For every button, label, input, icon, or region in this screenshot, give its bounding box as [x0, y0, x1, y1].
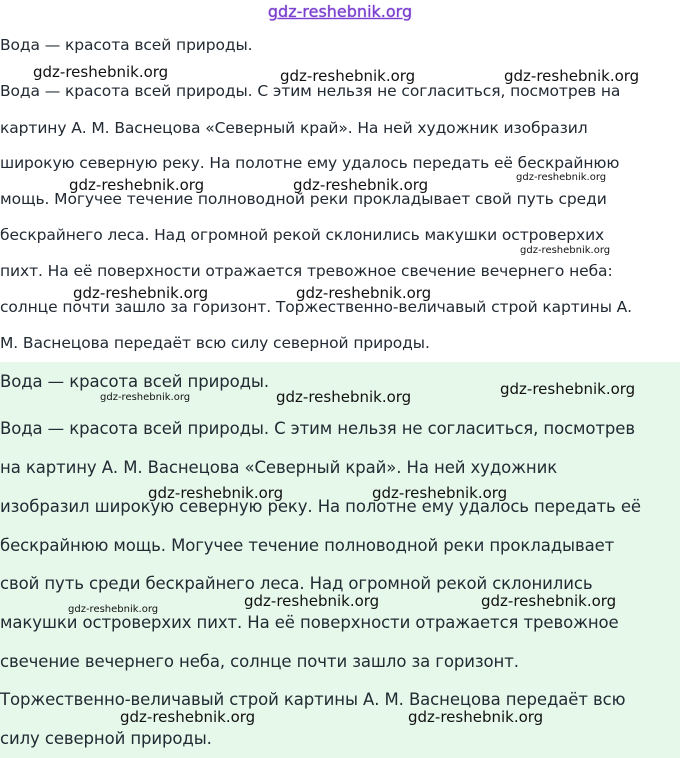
watermark: gdz-reshebnik.org	[296, 284, 432, 302]
watermark: gdz-reshebnik.org	[293, 176, 429, 194]
watermark: gdz-reshebnik.org	[408, 708, 544, 726]
essay-line: изобразил широкую северную реку. На полотне ему удалось передать её	[0, 497, 641, 516]
watermark: gdz-reshebnik.org	[520, 245, 611, 256]
watermark: gdz-reshebnik.org	[504, 67, 640, 85]
watermark: gdz-reshebnik.org	[244, 592, 380, 610]
watermark: gdz-reshebnik.org	[73, 284, 209, 302]
watermark: gdz-reshebnik.org	[280, 67, 416, 85]
essay-line: силу северной природы.	[0, 729, 212, 748]
site-link[interactable]: gdz-reshebnik.org	[267, 2, 413, 21]
watermark: gdz-reshebnik.org	[372, 484, 508, 502]
watermark: gdz-reshebnik.org	[69, 176, 205, 194]
essay-line: свой путь среди бескрайнего леса. Над огромной рекой склонились	[0, 574, 593, 593]
site-header	[0, 0, 680, 24]
essay-line: М. Васнецова передаёт всю силу северной природы.	[0, 334, 430, 352]
watermark: gdz-reshebnik.org	[68, 604, 159, 615]
essay-line: пихт. На её поверхности отражается тревожное свечение вечернего неба:	[0, 262, 613, 280]
watermark: gdz-reshebnik.org	[516, 172, 607, 183]
watermark: gdz-reshebnik.org	[276, 388, 412, 406]
essay-line: Вода — красота всей природы. С этим нельзя не согласиться, посмотрев	[0, 419, 635, 438]
essay-line: мощь. Могучее течение полноводной реки прокладывает свой путь среди	[0, 190, 607, 208]
essay-line: бескрайнюю мощь. Могучее течение полноводной реки прокладывает	[0, 536, 615, 555]
essay-title: Вода — красота всей природы.	[0, 372, 269, 391]
essay-line: Вода — красота всей природы. С этим нельзя не согласиться, посмотрев на	[0, 82, 621, 100]
essay-line: макушки островерхих пихт. На её поверхности отражается тревожное	[0, 613, 619, 632]
essay-line: бескрайнего леса. Над огромной рекой склонились макушки островерхих	[0, 226, 605, 244]
essay-title: Вода — красота всей природы.	[0, 36, 253, 54]
essay-line: на картину А. М. Васнецова «Северный край». На ней художник	[0, 458, 558, 477]
watermark: gdz-reshebnik.org	[100, 392, 191, 403]
watermark: gdz-reshebnik.org	[120, 708, 256, 726]
essay-line: солнце почти зашло за горизонт. Торжественно-величавый строй картины А.	[0, 298, 632, 316]
essay-line: Торжественно-величавый строй картины А. М. Васнецова передаёт всю	[0, 690, 626, 709]
watermark: gdz-reshebnik.org	[33, 63, 169, 81]
watermark: gdz-reshebnik.org	[500, 380, 636, 398]
essay-line: картину А. М. Васнецова «Северный край». На ней художник изобразил	[0, 119, 588, 137]
essay-version-2	[0, 362, 680, 758]
watermark: gdz-reshebnik.org	[481, 592, 617, 610]
watermark: gdz-reshebnik.org	[148, 484, 284, 502]
essay-line: свечение вечернего неба, солнце почти зашло за горизонт.	[0, 652, 519, 671]
essay-line: широкую северную реку. На полотне ему удалось передать её бескрайнюю	[0, 154, 620, 172]
